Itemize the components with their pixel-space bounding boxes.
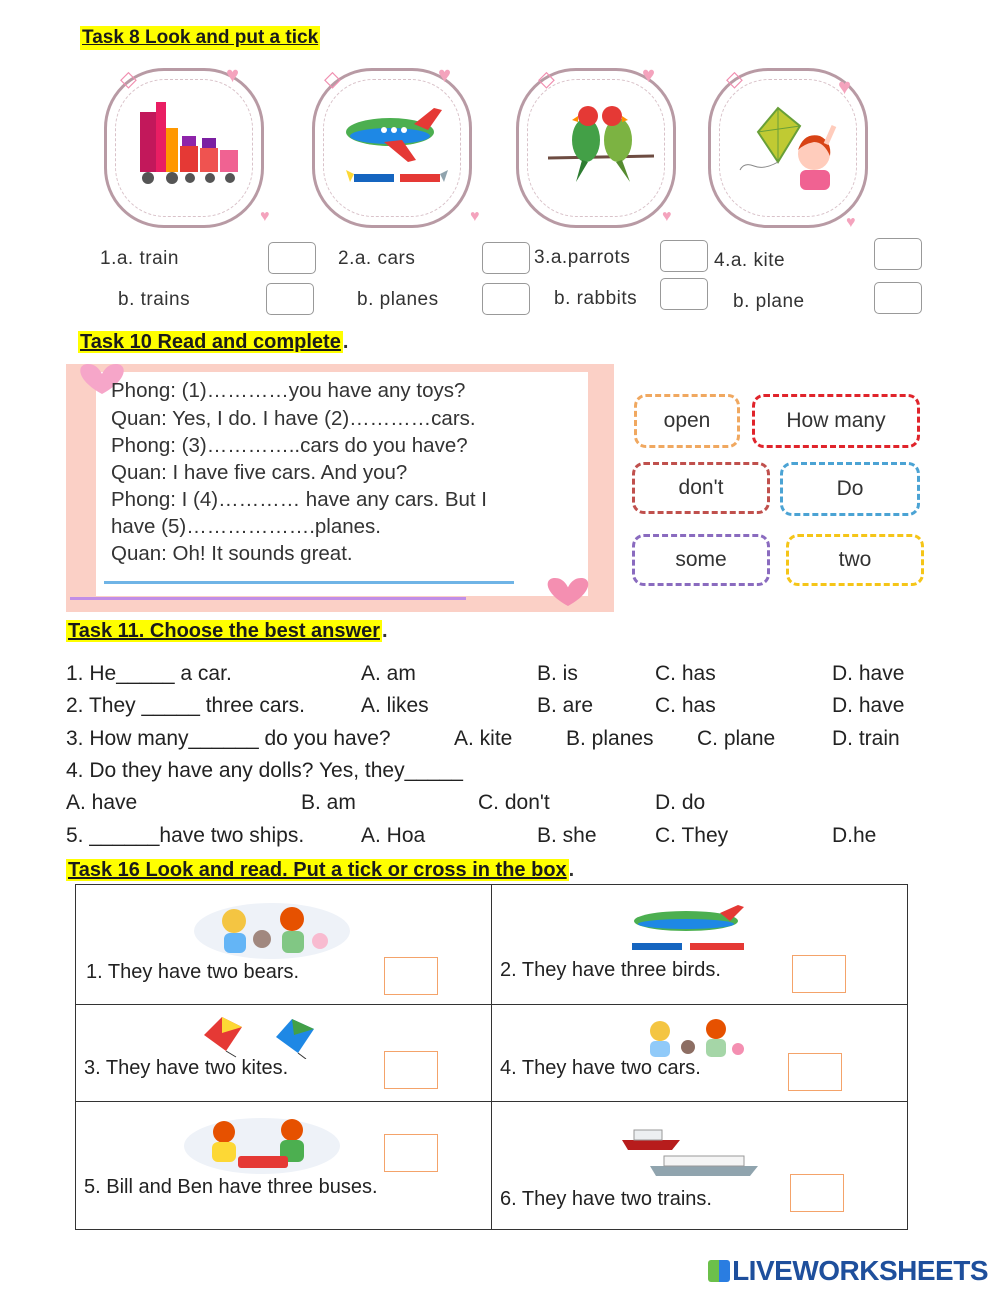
task8-item1-a: 1.a. train xyxy=(100,248,179,269)
dialog-line: Phong: (1)…………you have any toys? xyxy=(111,379,466,402)
statement-text: 5. Bill and Ben have three buses. xyxy=(84,1176,378,1198)
statement-text: 2. They have three birds. xyxy=(500,959,721,981)
task10-heading xyxy=(78,330,348,354)
heart-icon: ◇ xyxy=(324,66,341,91)
statement-text: 1. They have two bears. xyxy=(86,961,300,983)
answer-option[interactable]: B. is xyxy=(537,662,578,685)
answer-option[interactable]: A. kite xyxy=(454,727,513,750)
ships-icon xyxy=(620,1118,760,1178)
tick-box[interactable] xyxy=(482,242,530,274)
answer-option[interactable]: D. have xyxy=(832,694,905,717)
tick-box[interactable] xyxy=(482,283,530,315)
divider xyxy=(70,597,466,600)
children-bears-icon xyxy=(192,901,352,961)
dialog-line: have (5)……………….planes. xyxy=(111,515,382,538)
answer-option[interactable]: A. have xyxy=(66,791,138,814)
table-cell xyxy=(76,885,492,1005)
children-toys-icon xyxy=(634,1017,750,1059)
answer-option[interactable]: B. are xyxy=(537,694,594,717)
task8-item2-b: b. planes xyxy=(357,289,439,310)
tick-box[interactable] xyxy=(268,242,316,274)
task11-title: Task 11. Choose the best answer xyxy=(68,620,380,642)
answer-option[interactable]: D.he xyxy=(832,824,877,847)
toy-train-icon xyxy=(134,98,244,190)
answer-box[interactable] xyxy=(788,1053,842,1091)
task8-item1-b: b. trains xyxy=(118,289,191,310)
airplanes-icon xyxy=(626,905,756,955)
task10-title-end: . xyxy=(342,331,349,353)
dialog-line: Quan: Yes, I do. I have (2)…………cars. xyxy=(111,407,476,430)
task8-item3-b: b. rabbits xyxy=(554,288,638,309)
task10-title: Task 10 Read and complete xyxy=(80,331,341,353)
answer-option[interactable]: C. has xyxy=(655,662,716,685)
liveworksheets-logo xyxy=(708,1255,988,1287)
task8-item2-a: 2.a. cars xyxy=(338,248,416,269)
question-text: 4. Do they have any dolls? Yes, they_____ xyxy=(66,759,463,782)
dialog-line: Quan: I have five cars. And you? xyxy=(111,461,408,484)
answer-option[interactable]: B. am xyxy=(301,791,356,814)
answer-option[interactable]: C. don't xyxy=(478,791,550,814)
task11-heading xyxy=(66,619,388,643)
table-cell xyxy=(76,1102,492,1230)
answer-option[interactable]: C. They xyxy=(655,824,729,847)
table-cell xyxy=(492,885,908,1005)
statement-text: 6. They have two trains. xyxy=(500,1188,712,1210)
task16-table xyxy=(75,884,908,1230)
word-box-dont: don't xyxy=(632,462,770,514)
tick-box[interactable] xyxy=(266,283,314,315)
heart-icon: ♥ xyxy=(662,208,672,225)
airplane-icon xyxy=(344,104,450,190)
tick-box[interactable] xyxy=(660,240,708,272)
answer-option[interactable]: C. has xyxy=(655,694,716,717)
answer-option[interactable]: A. likes xyxy=(361,694,429,717)
heart-icon xyxy=(540,574,596,610)
word-box-do: Do xyxy=(780,462,920,516)
kites-icon xyxy=(196,1013,326,1059)
parrots-icon xyxy=(546,96,656,186)
answer-box[interactable] xyxy=(792,955,846,993)
dialog-line: Quan: Oh! It sounds great. xyxy=(111,542,353,565)
word-box-two: two xyxy=(786,534,924,586)
task8-item3-a: 3.a.parrots xyxy=(534,247,631,268)
dialog-line: Phong: I (4)………… have any cars. But I xyxy=(111,488,487,511)
task8-item4-a: 4.a. kite xyxy=(714,250,786,271)
statement-text: 4. They have two cars. xyxy=(500,1057,701,1079)
heart-icon: ♥ xyxy=(846,214,856,231)
boys-bus-icon xyxy=(182,1112,342,1176)
tick-box[interactable] xyxy=(874,282,922,314)
question-text: 5. ______have two ships. xyxy=(66,824,305,847)
word-box-open: open xyxy=(634,394,740,448)
answer-box[interactable] xyxy=(384,1051,438,1089)
task16-heading xyxy=(66,858,574,882)
tick-box[interactable] xyxy=(660,278,708,310)
table-cell xyxy=(76,1005,492,1102)
divider xyxy=(104,581,514,584)
answer-box[interactable] xyxy=(384,1134,438,1172)
table-cell xyxy=(492,1102,908,1230)
heart-icon: ♥ xyxy=(838,74,852,99)
task16-title: Task 16 Look and read. Put a tick or cross in the box xyxy=(68,859,567,881)
answer-option[interactable]: B. planes xyxy=(566,727,654,750)
answer-option[interactable]: C. plane xyxy=(697,727,776,750)
heart-icon: ♥ xyxy=(470,208,480,225)
statement-text: 3. They have two kites. xyxy=(84,1057,289,1079)
word-box-some: some xyxy=(632,534,770,586)
tick-box[interactable] xyxy=(874,238,922,270)
answer-option[interactable]: D. have xyxy=(832,662,905,685)
heart-icon: ◇ xyxy=(726,66,743,91)
answer-option[interactable]: B. she xyxy=(537,824,597,847)
dialog-line: Phong: (3)…………..cars do you have? xyxy=(111,434,468,457)
heart-icon: ♥ xyxy=(642,62,656,87)
kite-girl-icon xyxy=(734,104,844,190)
heart-icon: ♥ xyxy=(226,62,240,87)
logo-text: LIVEWORKSHEETS xyxy=(732,1255,988,1286)
word-box-how-many: How many xyxy=(752,394,920,448)
heart-icon: ♥ xyxy=(260,208,270,225)
answer-option[interactable]: D. do xyxy=(655,791,706,814)
table-cell xyxy=(492,1005,908,1102)
answer-option[interactable]: D. train xyxy=(832,727,900,750)
task11-title-end: . xyxy=(381,620,388,642)
question-text: 3. How many______ do you have? xyxy=(66,727,391,750)
task8-title: Task 8 Look and put a tick xyxy=(82,27,319,48)
heart-icon: ◇ xyxy=(120,66,137,91)
task8-item4-b: b. plane xyxy=(733,291,805,312)
logo-icon xyxy=(708,1260,730,1282)
question-text: 2. They _____ three cars. xyxy=(66,694,305,717)
answer-box[interactable] xyxy=(790,1174,844,1212)
heart-icon: ♥ xyxy=(438,62,452,87)
answer-box[interactable] xyxy=(384,957,438,995)
answer-option[interactable]: A. Hoa xyxy=(361,824,426,847)
answer-option[interactable]: A. am xyxy=(361,662,416,685)
question-text: 1. He_____ a car. xyxy=(66,662,232,685)
task16-title-end: . xyxy=(568,859,575,881)
heart-icon: ◇ xyxy=(538,66,555,91)
